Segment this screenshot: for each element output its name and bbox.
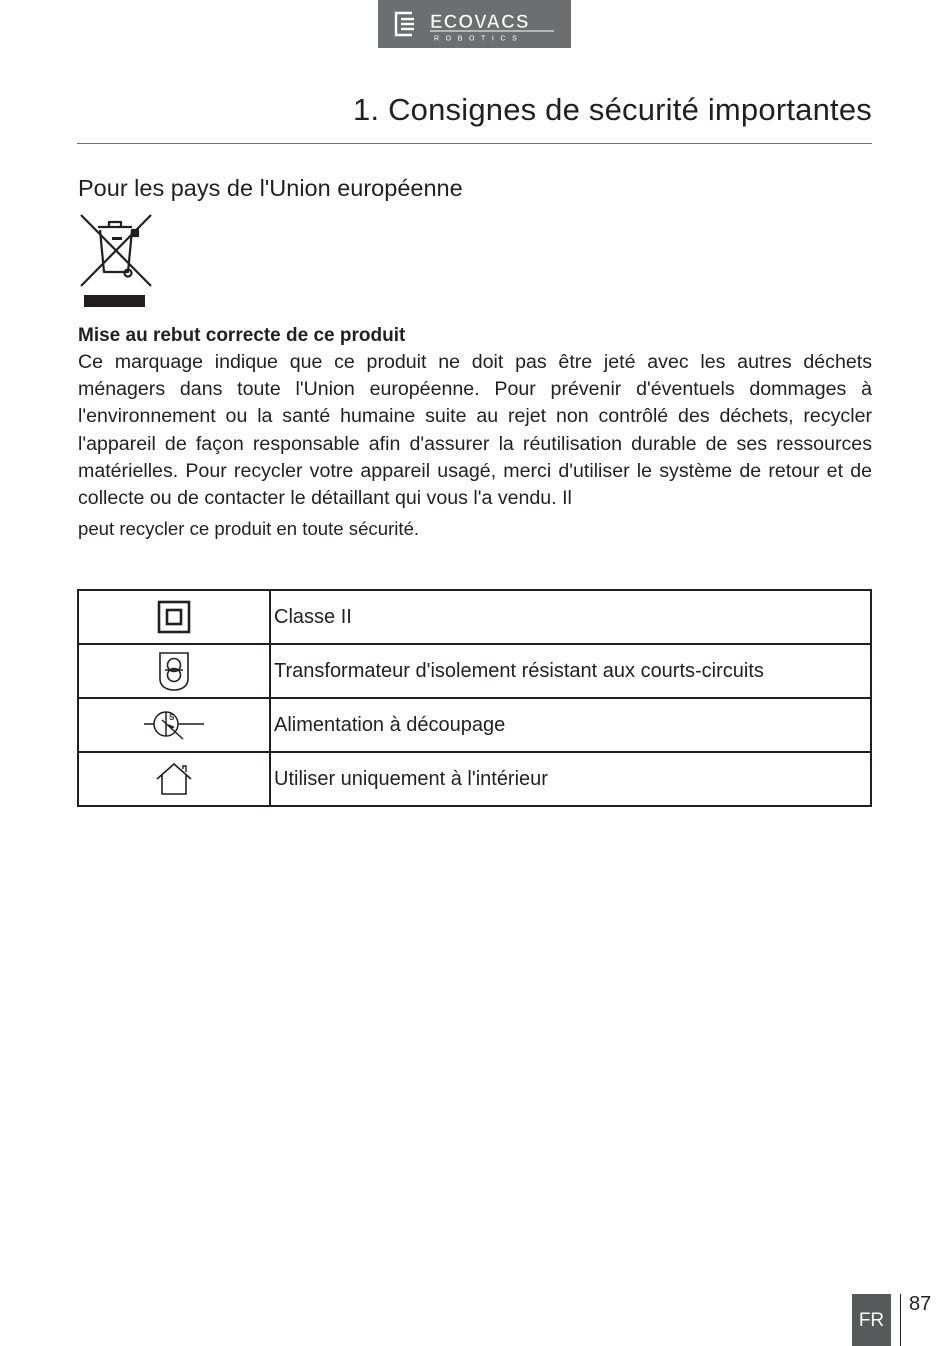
safety-isolating-transformer-icon — [157, 650, 191, 692]
table-row — [78, 752, 871, 806]
disposal-paragraph-end: peut recycler ce produit en toute sécurité. — [78, 518, 420, 540]
class-ii-icon — [157, 600, 191, 634]
ecovacs-logo — [378, 0, 571, 48]
table-row — [78, 698, 871, 752]
title-divider — [77, 143, 872, 144]
page-number: 87 — [909, 1293, 932, 1315]
symbol-cell — [78, 644, 270, 698]
logo-subtext: ROBOTICS — [434, 35, 524, 43]
page-title: 1. Consignes de sécurité importantes — [353, 92, 872, 127]
section-subtitle: Pour les pays de l'Union européenne — [78, 175, 463, 201]
disposal-paragraph: Ce marquage indique que ce produit ne doit pas être jeté avec les autres déchets ménagers dans toute l'Union européenne. Pour prévenir d'éventuels dommages à l'environnement ou la santé humaine suite au rejet non contrôlé des déchets, recycler l'appareil de façon responsable afin d'assurer la réutilisation durable de ses ressources matérielles. Pour recycler votre appareil usagé, merci d'utiliser le système de retour et de collecte ou de contacter le détaillant qui vous l'a vendu. Il — [78, 351, 872, 510]
table-row — [78, 644, 871, 698]
smps-letter: S — [169, 713, 175, 722]
language-tab: FR — [852, 1294, 891, 1346]
symbols-table — [77, 589, 872, 807]
symbol-label: Alimentation à découpage — [270, 698, 871, 752]
symbol-cell — [78, 590, 270, 644]
table-row — [78, 590, 871, 644]
weee-bin-icon — [76, 210, 156, 310]
disposal-heading: Mise au rebut correcte de ce produit — [78, 325, 406, 346]
page-number-divider — [900, 1294, 901, 1346]
logo-wordmark: ECOVACS — [430, 12, 530, 33]
symbol-cell — [78, 752, 270, 806]
indoor-use-only-icon — [155, 761, 193, 797]
symbol-label: Utiliser uniquement à l'intérieur — [270, 752, 871, 806]
symbol-cell — [78, 698, 270, 752]
disposal-notice — [78, 323, 872, 546]
switch-mode-power-supply-icon — [142, 707, 206, 743]
symbol-label: Transformateur d'isolement résistant aux courts-circuits — [270, 644, 871, 698]
symbol-label: Classe II — [270, 590, 871, 644]
